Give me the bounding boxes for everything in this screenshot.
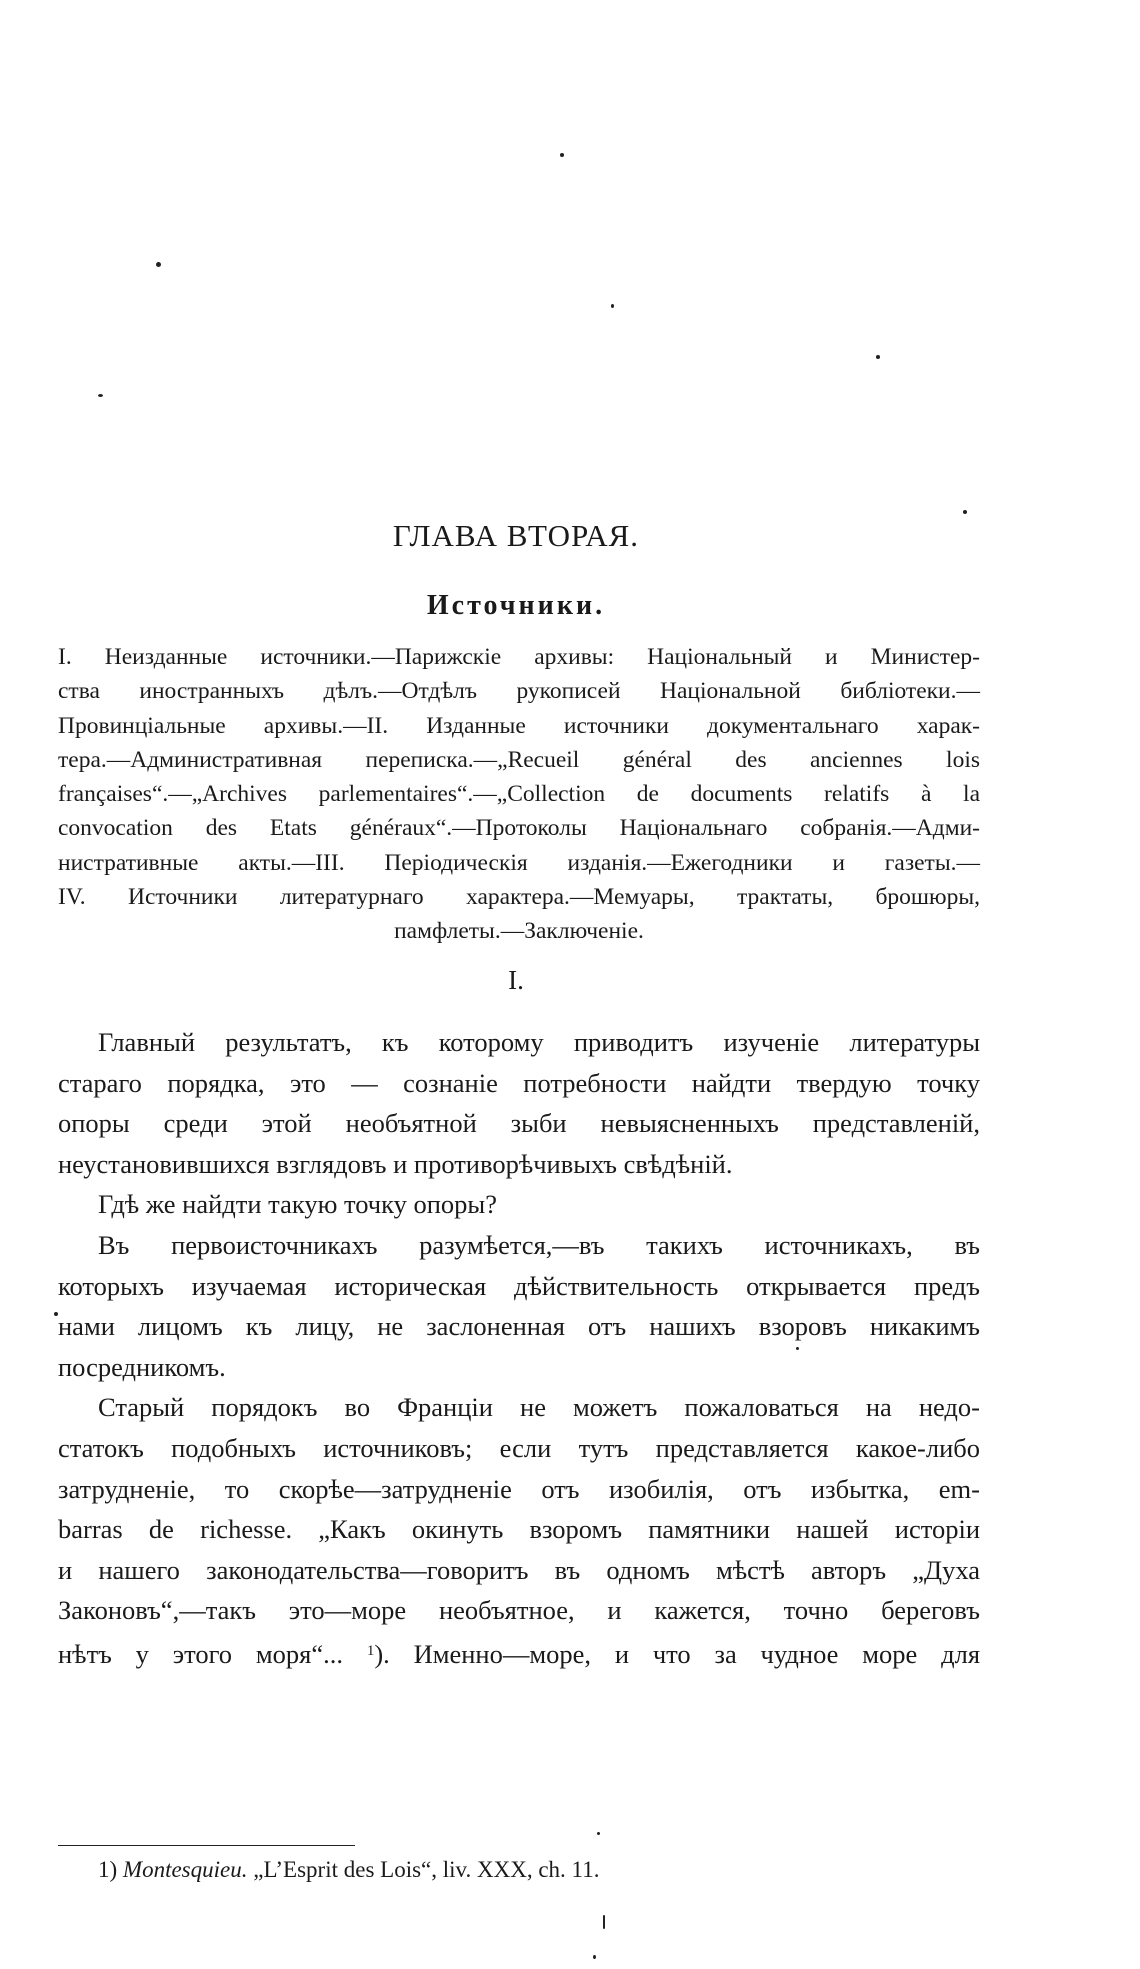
scan-speck <box>876 355 880 359</box>
summary-line: памфлеты.—Заключеніе. <box>394 918 644 945</box>
scan-speck <box>597 1832 600 1835</box>
body-line: посредникомъ. <box>58 1351 226 1382</box>
body-line-part: ). Именно—море, и что за чудное море для <box>374 1638 981 1669</box>
summary-line: нистративные акты.—III. Періодическія изданія.—Ежегодники и газеты.— <box>58 849 980 876</box>
scan-speck <box>963 510 967 514</box>
section-number: I. <box>508 965 524 995</box>
footnote-marker: 1) <box>98 1857 118 1882</box>
summary-line: тера.—Административная переписка.—„Recueil général des anciennes lois <box>58 746 980 773</box>
body-line: опоры среди этой необъятной зыби невыясненныхъ представленій, <box>58 1108 980 1139</box>
footnote <box>98 1857 599 1883</box>
body-line: нами лицомъ къ лицу, не заслоненная отъ нашихъ взоровъ никакимъ <box>58 1311 980 1342</box>
scan-speck <box>156 262 161 267</box>
summary-line: françaises“.—„Archives parlementaires“.—„Collection de documents relatifs à la <box>58 781 980 808</box>
body-line: неустановившихся взглядовъ и противорѣчивыхъ свѣдѣній. <box>58 1148 733 1179</box>
summary-line: IV. Источники литературнаго характера.—Мемуары, трактаты, брошюры, <box>58 884 980 911</box>
summary-line: Провинціальные архивы.—II. Изданные источники документальнаго харак- <box>58 712 980 739</box>
footnote-author: Montesquieu. <box>122 1857 248 1882</box>
body-line: стараго порядка, это — сознаніе потребности найдти твердую точку <box>58 1067 980 1098</box>
body-text <box>58 1022 980 1672</box>
summary-line: convocation des Etats généraux“.—Протоколы Національнаго собранія.—Адми- <box>58 815 980 842</box>
scan-speck <box>611 304 614 308</box>
body-line: Гдѣ же найдти такую точку опоры? <box>98 1189 498 1220</box>
footnote-divider <box>58 1845 355 1846</box>
body-line: Главный результатъ, къ которому приводитъ изученіе литературы <box>98 1027 980 1057</box>
body-line: Въ первоисточникахъ разумѣется,—въ такихъ источникахъ, въ <box>98 1229 980 1260</box>
chapter-title: ГЛАВА ВТОРАЯ. <box>392 518 640 553</box>
section-heading: Источники. <box>426 590 606 621</box>
scan-speck <box>603 1915 605 1929</box>
body-line-with-footnote <box>58 1631 980 1672</box>
scan-speck <box>98 394 103 397</box>
summary-line: ства иностранныхъ дѣлъ.—Отдѣлъ рукописей Національной библіотеки.— <box>58 678 980 705</box>
body-line: Старый порядокъ во Франціи не можетъ пожаловаться на недо- <box>98 1392 980 1423</box>
scan-speck <box>593 1955 596 1959</box>
body-line: статокъ подобныхъ источниковъ; если тутъ представляется какое-либо <box>58 1432 980 1463</box>
chapter-summary <box>58 640 980 949</box>
body-line: которыхъ изучаемая историческая дѣйствительность открывается предъ <box>58 1270 980 1301</box>
footnote-text: „L’Esprit des Lois“, liv. XXX, ch. 11. <box>253 1857 600 1882</box>
summary-line: I. Неизданные источники.—Парижскіе архивы: Національный и Министер- <box>58 644 980 670</box>
body-line: затрудненіе, то скорѣе—затрудненіе отъ изобилія, отъ избытка, em- <box>58 1473 980 1504</box>
body-line-part: нѣтъ у этого моря“... <box>58 1638 343 1669</box>
body-line: и нашего законодательства—говоритъ въ одномъ мѣстѣ авторъ „Духа <box>58 1554 980 1585</box>
body-line: barras de richesse. „Какъ окинуть взоромъ памятники нашей исторіи <box>58 1514 980 1545</box>
footnote-reference[interactable]: 1 <box>366 1642 375 1659</box>
scan-speck <box>560 153 564 157</box>
body-line: Законовъ“,—такъ это—море необъятное, и кажется, точно береговъ <box>58 1595 980 1626</box>
